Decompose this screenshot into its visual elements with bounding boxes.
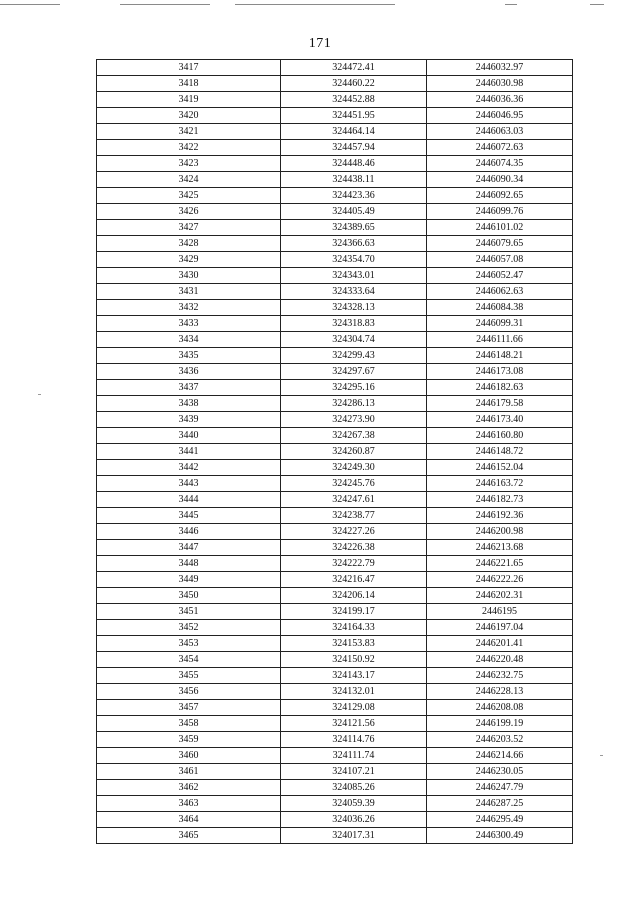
y-coordinate-cell: 2446300.49 [427,828,573,844]
y-coordinate-cell: 2446173.40 [427,412,573,428]
x-coordinate-cell: 324164.33 [281,620,427,636]
point-id-cell: 3426 [97,204,281,220]
point-id-cell: 3422 [97,140,281,156]
point-id-cell: 3430 [97,268,281,284]
table-row [97,620,573,636]
table-row [97,140,573,156]
point-id-cell: 3423 [97,156,281,172]
table-row [97,524,573,540]
point-id-cell: 3436 [97,364,281,380]
x-coordinate-cell: 324111.74 [281,748,427,764]
x-coordinate-cell: 324260.87 [281,444,427,460]
x-coordinate-cell: 324286.13 [281,396,427,412]
x-coordinate-cell: 324129.08 [281,700,427,716]
point-id-cell: 3429 [97,252,281,268]
point-id-cell: 3457 [97,700,281,716]
x-coordinate-cell: 324405.49 [281,204,427,220]
y-coordinate-cell: 2446213.68 [427,540,573,556]
y-coordinate-cell: 2446111.66 [427,332,573,348]
table-row [97,492,573,508]
table-body [97,60,573,844]
margin-mark [38,394,41,395]
table-row [97,380,573,396]
y-coordinate-cell: 2446202.31 [427,588,573,604]
y-coordinate-cell: 2446084.38 [427,300,573,316]
y-coordinate-cell: 2446201.41 [427,636,573,652]
point-id-cell: 3444 [97,492,281,508]
point-id-cell: 3450 [97,588,281,604]
table-row [97,460,573,476]
point-id-cell: 3459 [97,732,281,748]
point-id-cell: 3445 [97,508,281,524]
y-coordinate-cell: 2446046.95 [427,108,573,124]
y-coordinate-cell: 2446036.36 [427,92,573,108]
point-id-cell: 3425 [97,188,281,204]
point-id-cell: 3427 [97,220,281,236]
table-row [97,316,573,332]
x-coordinate-cell: 324438.11 [281,172,427,188]
x-coordinate-cell: 324295.16 [281,380,427,396]
x-coordinate-cell: 324304.74 [281,332,427,348]
y-coordinate-cell: 2446182.63 [427,380,573,396]
point-id-cell: 3440 [97,428,281,444]
table-row [97,76,573,92]
point-id-cell: 3461 [97,764,281,780]
y-coordinate-cell: 2446099.76 [427,204,573,220]
x-coordinate-cell: 324354.70 [281,252,427,268]
table-row [97,156,573,172]
table-row [97,268,573,284]
table-row [97,508,573,524]
y-coordinate-cell: 2446203.52 [427,732,573,748]
table-row [97,684,573,700]
table-row [97,204,573,220]
x-coordinate-cell: 324206.14 [281,588,427,604]
y-coordinate-cell: 2446208.08 [427,700,573,716]
y-coordinate-cell: 2446090.34 [427,172,573,188]
point-id-cell: 3433 [97,316,281,332]
x-coordinate-cell: 324451.95 [281,108,427,124]
x-coordinate-cell: 324216.47 [281,572,427,588]
y-coordinate-cell: 2446030.98 [427,76,573,92]
point-id-cell: 3454 [97,652,281,668]
table-row [97,108,573,124]
margin-mark [600,755,603,756]
y-coordinate-cell: 2446221.65 [427,556,573,572]
table-row [97,700,573,716]
table-row [97,332,573,348]
table-row [97,572,573,588]
table-row [97,732,573,748]
coordinates-table-container [96,59,572,844]
scan-artifact-strip [0,4,640,8]
y-coordinate-cell: 2446057.08 [427,252,573,268]
y-coordinate-cell: 2446232.75 [427,668,573,684]
table-row [97,636,573,652]
x-coordinate-cell: 324457.94 [281,140,427,156]
point-id-cell: 3455 [97,668,281,684]
x-coordinate-cell: 324472.41 [281,60,427,76]
table-row [97,668,573,684]
point-id-cell: 3437 [97,380,281,396]
y-coordinate-cell: 2446220.48 [427,652,573,668]
y-coordinate-cell: 2446032.97 [427,60,573,76]
x-coordinate-cell: 324333.64 [281,284,427,300]
x-coordinate-cell: 324121.56 [281,716,427,732]
x-coordinate-cell: 324150.92 [281,652,427,668]
point-id-cell: 3449 [97,572,281,588]
x-coordinate-cell: 324460.22 [281,76,427,92]
point-id-cell: 3463 [97,796,281,812]
y-coordinate-cell: 2446230.05 [427,764,573,780]
point-id-cell: 3418 [97,76,281,92]
table-row [97,556,573,572]
x-coordinate-cell: 324452.88 [281,92,427,108]
x-coordinate-cell: 324389.65 [281,220,427,236]
y-coordinate-cell: 2446062.63 [427,284,573,300]
table-row [97,188,573,204]
point-id-cell: 3435 [97,348,281,364]
point-id-cell: 3439 [97,412,281,428]
x-coordinate-cell: 324085.26 [281,780,427,796]
point-id-cell: 3458 [97,716,281,732]
table-row [97,428,573,444]
table-row [97,652,573,668]
table-row [97,124,573,140]
x-coordinate-cell: 324153.83 [281,636,427,652]
x-coordinate-cell: 324132.01 [281,684,427,700]
x-coordinate-cell: 324273.90 [281,412,427,428]
x-coordinate-cell: 324227.26 [281,524,427,540]
x-coordinate-cell: 324249.30 [281,460,427,476]
x-coordinate-cell: 324328.13 [281,300,427,316]
table-row [97,748,573,764]
y-coordinate-cell: 2446182.73 [427,492,573,508]
table-row [97,764,573,780]
table-row [97,540,573,556]
point-id-cell: 3417 [97,60,281,76]
y-coordinate-cell: 2446195 [427,604,573,620]
y-coordinate-cell: 2446074.35 [427,156,573,172]
point-id-cell: 3452 [97,620,281,636]
point-id-cell: 3462 [97,780,281,796]
x-coordinate-cell: 324299.43 [281,348,427,364]
y-coordinate-cell: 2446179.58 [427,396,573,412]
page-number: 171 [308,36,332,51]
point-id-cell: 3453 [97,636,281,652]
point-id-cell: 3431 [97,284,281,300]
table-row [97,236,573,252]
x-coordinate-cell: 324036.26 [281,812,427,828]
point-id-cell: 3465 [97,828,281,844]
x-coordinate-cell: 324423.36 [281,188,427,204]
table-row [97,412,573,428]
y-coordinate-cell: 2446295.49 [427,812,573,828]
point-id-cell: 3424 [97,172,281,188]
y-coordinate-cell: 2446173.08 [427,364,573,380]
point-id-cell: 3443 [97,476,281,492]
y-coordinate-cell: 2446099.31 [427,316,573,332]
table-row [97,828,573,844]
table-row [97,92,573,108]
table-row [97,796,573,812]
table-row [97,348,573,364]
y-coordinate-cell: 2446152.04 [427,460,573,476]
table-row [97,812,573,828]
table-row [97,780,573,796]
point-id-cell: 3448 [97,556,281,572]
table-row [97,588,573,604]
y-coordinate-cell: 2446092.65 [427,188,573,204]
x-coordinate-cell: 324245.76 [281,476,427,492]
point-id-cell: 3438 [97,396,281,412]
y-coordinate-cell: 2446197.04 [427,620,573,636]
point-id-cell: 3460 [97,748,281,764]
y-coordinate-cell: 2446199.19 [427,716,573,732]
table-row [97,716,573,732]
point-id-cell: 3456 [97,684,281,700]
x-coordinate-cell: 324199.17 [281,604,427,620]
x-coordinate-cell: 324017.31 [281,828,427,844]
y-coordinate-cell: 2446072.63 [427,140,573,156]
x-coordinate-cell: 324238.77 [281,508,427,524]
table-row [97,444,573,460]
table-row [97,364,573,380]
x-coordinate-cell: 324143.17 [281,668,427,684]
y-coordinate-cell: 2446192.36 [427,508,573,524]
y-coordinate-cell: 2446052.47 [427,268,573,284]
point-id-cell: 3421 [97,124,281,140]
y-coordinate-cell: 2446214.66 [427,748,573,764]
y-coordinate-cell: 2446160.80 [427,428,573,444]
x-coordinate-cell: 324114.76 [281,732,427,748]
y-coordinate-cell: 2446287.25 [427,796,573,812]
x-coordinate-cell: 324366.63 [281,236,427,252]
x-coordinate-cell: 324318.83 [281,316,427,332]
y-coordinate-cell: 2446079.65 [427,236,573,252]
table-row [97,220,573,236]
point-id-cell: 3447 [97,540,281,556]
x-coordinate-cell: 324448.46 [281,156,427,172]
x-coordinate-cell: 324222.79 [281,556,427,572]
point-id-cell: 3451 [97,604,281,620]
y-coordinate-cell: 2446101.02 [427,220,573,236]
table-row [97,60,573,76]
x-coordinate-cell: 324226.38 [281,540,427,556]
point-id-cell: 3464 [97,812,281,828]
point-id-cell: 3428 [97,236,281,252]
point-id-cell: 3419 [97,92,281,108]
x-coordinate-cell: 324059.39 [281,796,427,812]
point-id-cell: 3420 [97,108,281,124]
table-row [97,284,573,300]
point-id-cell: 3432 [97,300,281,316]
y-coordinate-cell: 2446163.72 [427,476,573,492]
x-coordinate-cell: 324107.21 [281,764,427,780]
table-row [97,396,573,412]
coordinates-table [96,59,573,844]
point-id-cell: 3434 [97,332,281,348]
table-row [97,476,573,492]
point-id-cell: 3442 [97,460,281,476]
point-id-cell: 3446 [97,524,281,540]
x-coordinate-cell: 324267.38 [281,428,427,444]
table-row [97,172,573,188]
point-id-cell: 3441 [97,444,281,460]
x-coordinate-cell: 324464.14 [281,124,427,140]
table-row [97,604,573,620]
x-coordinate-cell: 324297.67 [281,364,427,380]
x-coordinate-cell: 324343.01 [281,268,427,284]
y-coordinate-cell: 2446148.21 [427,348,573,364]
y-coordinate-cell: 2446228.13 [427,684,573,700]
table-row [97,252,573,268]
y-coordinate-cell: 2446063.03 [427,124,573,140]
y-coordinate-cell: 2446247.79 [427,780,573,796]
table-row [97,300,573,316]
y-coordinate-cell: 2446222.26 [427,572,573,588]
x-coordinate-cell: 324247.61 [281,492,427,508]
y-coordinate-cell: 2446200.98 [427,524,573,540]
y-coordinate-cell: 2446148.72 [427,444,573,460]
